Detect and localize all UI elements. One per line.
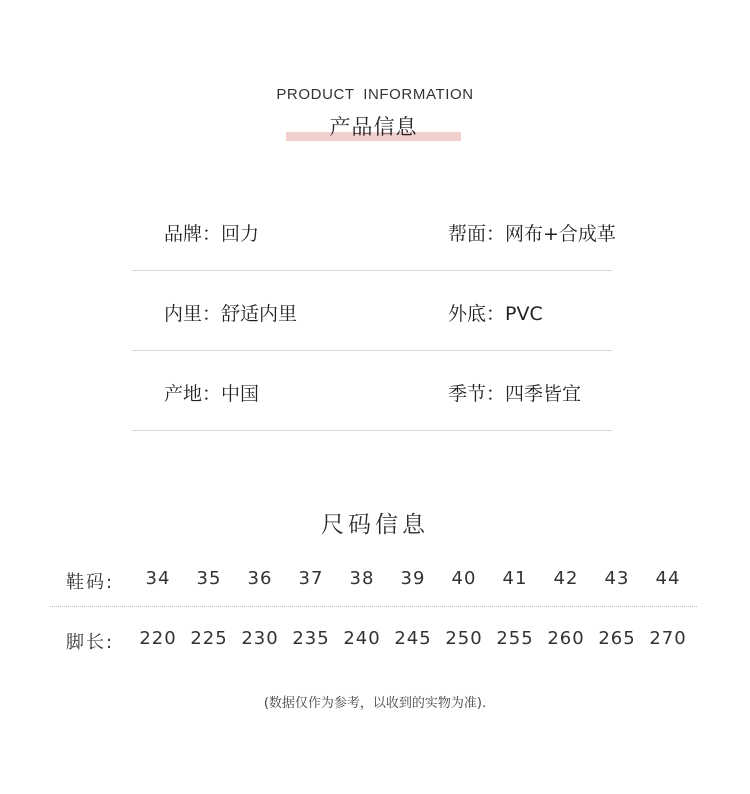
shoe-size-value: 38: [349, 568, 375, 589]
foot-length-value: 220: [139, 628, 177, 649]
shoe-size-value: 39: [400, 568, 426, 589]
product-info-heading-cn-wrap: [286, 111, 461, 143]
shoe-size-value: 41: [502, 568, 528, 589]
foot-length-value: 240: [343, 628, 381, 649]
shoe-size-value: 43: [604, 568, 630, 589]
foot-length-value: 260: [547, 628, 585, 649]
foot-length-value: 245: [394, 628, 432, 649]
spec-grid: [132, 191, 616, 431]
shoe-size-row: [0, 568, 750, 598]
shoe-size-value: 35: [196, 568, 222, 589]
foot-length-value: 265: [598, 628, 636, 649]
shoe-size-value: 44: [655, 568, 681, 589]
spec-row: [132, 271, 612, 351]
foot-length-value: 270: [649, 628, 687, 649]
spec-row: [132, 191, 616, 271]
spec-season: 季节：四季皆宜: [448, 383, 582, 405]
foot-length-value: 235: [292, 628, 330, 649]
spec-outsole: 外底：PVC: [448, 303, 543, 325]
foot-length-row: [0, 628, 750, 658]
spec-brand: 品牌：回力: [164, 223, 260, 245]
shoe-size-value: 40: [451, 568, 477, 589]
size-disclaimer-note: (数据仅作为参考，以收到的实物为准).: [263, 696, 487, 711]
shoe-size-value: 34: [145, 568, 171, 589]
shoe-size-value: 37: [298, 568, 324, 589]
shoe-size-label: 鞋码:: [66, 572, 115, 593]
shoe-size-value: 36: [247, 568, 273, 589]
product-info-heading-en: PRODUCT INFORMATION: [276, 86, 474, 103]
spec-upper-material: 帮面：网布+合成革: [448, 223, 616, 245]
size-info-title: 尺码信息: [321, 512, 429, 538]
spec-lining: 内里：舒适内里: [164, 303, 298, 325]
spec-origin: 产地：中国: [164, 383, 260, 405]
product-info-heading-cn: 产品信息: [329, 115, 418, 139]
shoe-size-value: 42: [553, 568, 579, 589]
size-row-divider: [50, 606, 697, 607]
foot-length-value: 255: [496, 628, 534, 649]
foot-length-label: 脚长:: [66, 632, 115, 653]
foot-length-value: 250: [445, 628, 483, 649]
foot-length-value: 230: [241, 628, 279, 649]
foot-length-value: 225: [190, 628, 228, 649]
spec-row: [132, 351, 612, 431]
